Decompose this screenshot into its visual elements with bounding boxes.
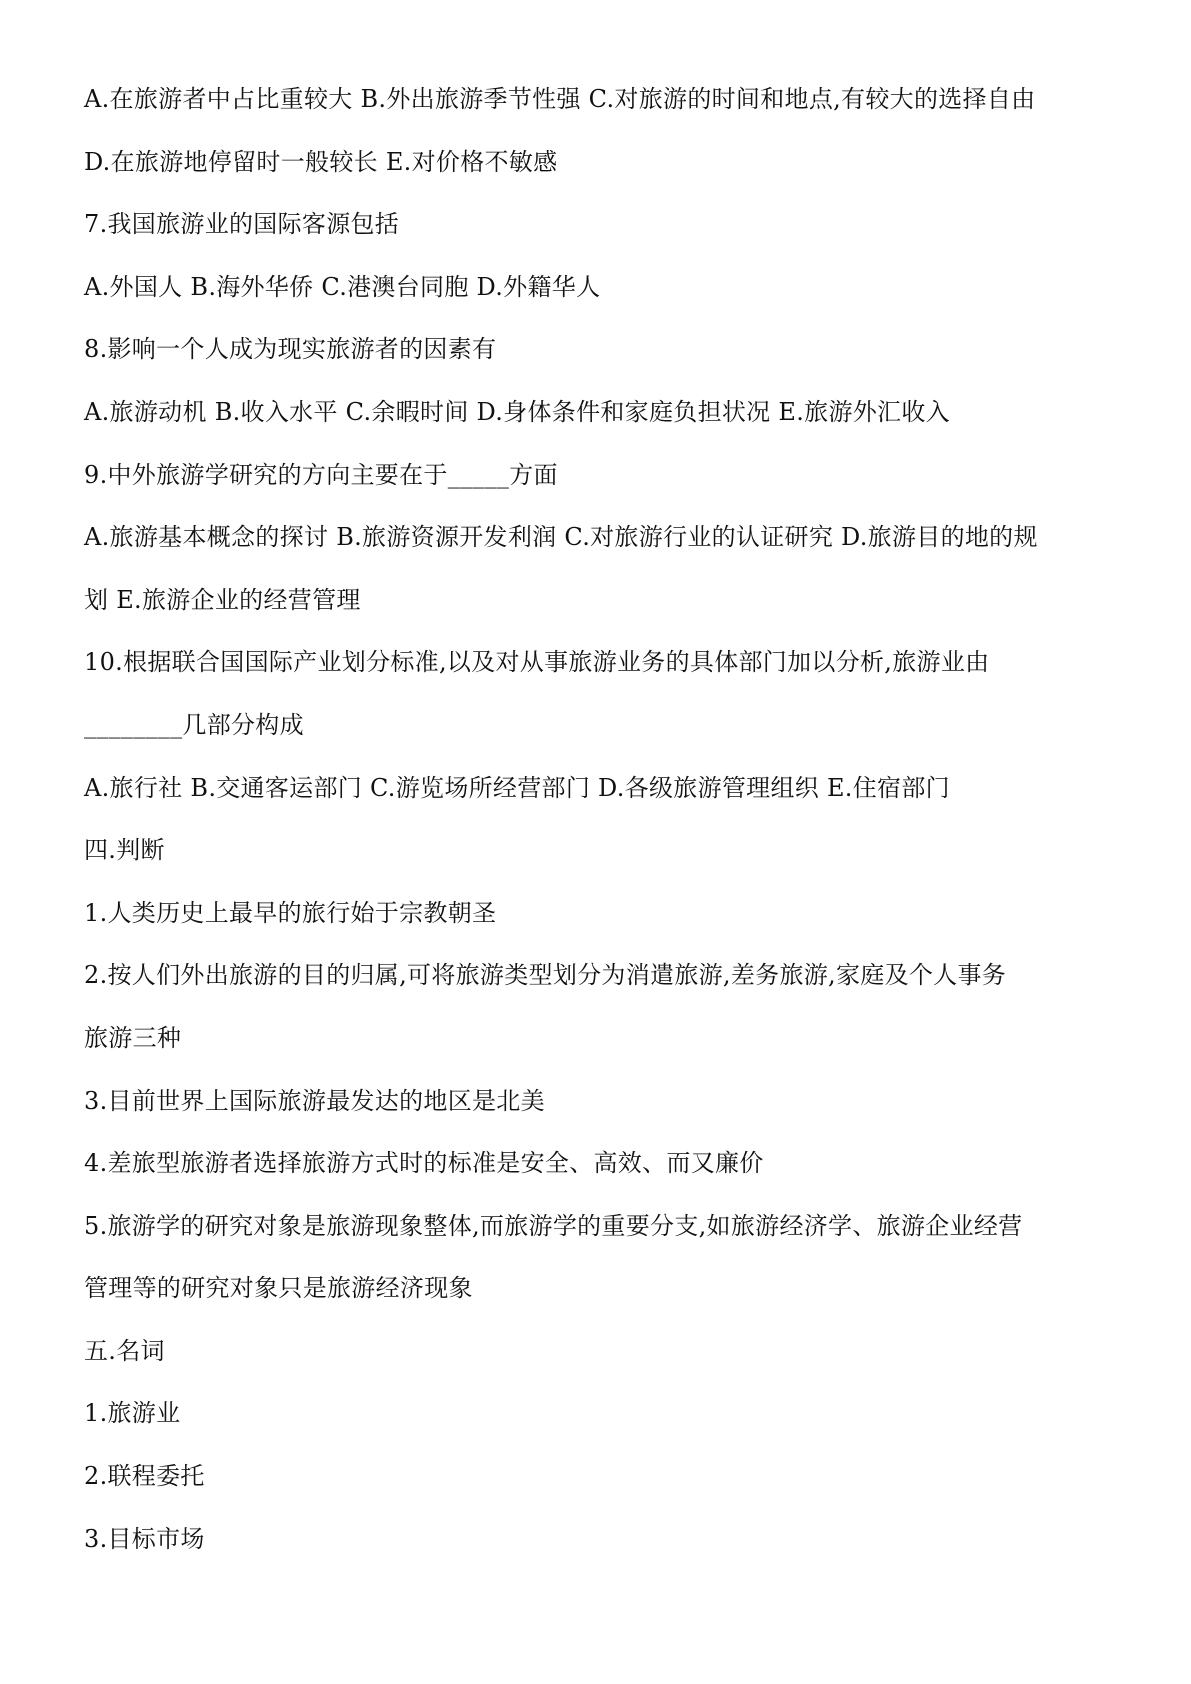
option-line: A.旅游动机 B.收入水平 C.余暇时间 D.身体条件和家庭负担状况 E.旅游外汇收入 xyxy=(84,397,950,426)
option-line: 划 E.旅游企业的经营管理 xyxy=(84,585,361,614)
question-line: 1.人类历史上最早的旅行始于宗教朝圣 xyxy=(84,898,497,927)
option-line: A.外国人 B.海外华侨 C.港澳台同胞 D.外籍华人 xyxy=(84,272,601,301)
question-line: 管理等的研究对象只是旅游经济现象 xyxy=(84,1274,473,1303)
option-line: A.旅游基本概念的探讨 B.旅游资源开发利润 C.对旅游行业的认证研究 D.旅游目的地的规 xyxy=(84,523,1038,552)
option-line: A.在旅游者中占比重较大 B.外出旅游季节性强 C.对旅游的时间和地点,有较大的选择自由 xyxy=(84,85,1036,113)
option-line: A.旅行社 B.交通客运部门 C.游览场所经营部门 D.各级旅游管理组织 E.住宿部门 xyxy=(84,773,950,802)
section-heading: 五.名词 xyxy=(84,1336,165,1365)
term-line: 2.联程委托 xyxy=(84,1462,205,1491)
question-line: 2.按人们外出旅游的目的归属,可将旅游类型划分为消遣旅游,差务旅游,家庭及个人事务 xyxy=(84,961,1007,990)
question-line: 4.差旅型旅游者选择旅游方式时的标准是安全、高效、而又廉价 xyxy=(84,1149,764,1178)
section-heading: 四.判断 xyxy=(84,836,165,865)
question-line: 旅游三种 xyxy=(84,1023,182,1052)
question-line: 3.目前世界上国际旅游最发达的地区是北美 xyxy=(84,1086,545,1115)
document-body xyxy=(84,83,1124,1585)
question-line: 7.我国旅游业的国际客源包括 xyxy=(84,210,400,239)
question-line: 8.影响一个人成为现实旅游者的因素有 xyxy=(84,335,497,364)
term-line: 1.旅游业 xyxy=(84,1399,181,1428)
option-line: D.在旅游地停留时一般较长 E.对价格不敏感 xyxy=(84,147,558,176)
question-line: 5.旅游学的研究对象是旅游现象整体,而旅游学的重要分支,如旅游经济学、旅游企业经营 xyxy=(84,1211,1023,1240)
term-line: 3.目标市场 xyxy=(84,1524,205,1553)
question-line: 9.中外旅游学研究的方向主要在于_____方面 xyxy=(84,460,558,489)
question-line: ________几部分构成 xyxy=(84,710,304,739)
question-line: 10.根据联合国国际产业划分标准,以及对从事旅游业务的具体部门加以分析,旅游业由 xyxy=(84,648,990,677)
